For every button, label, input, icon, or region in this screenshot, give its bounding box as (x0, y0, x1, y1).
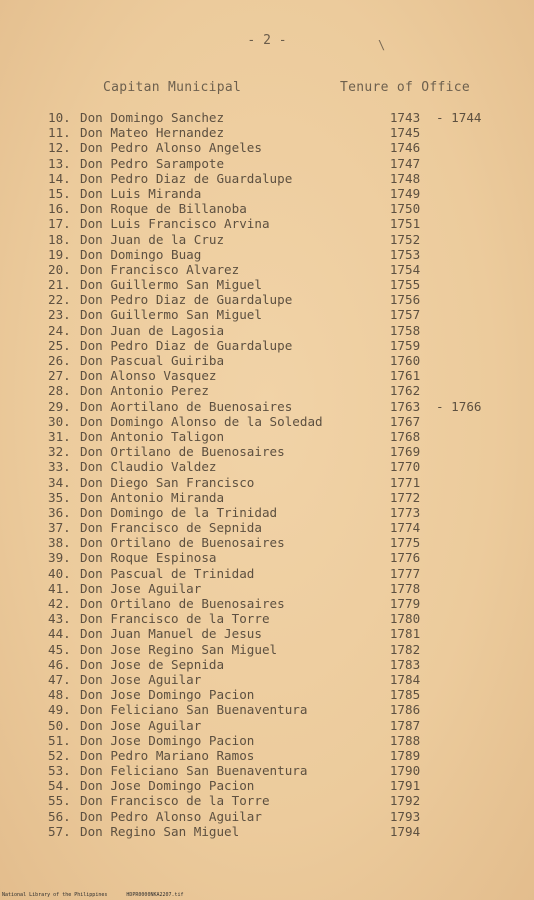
row-number: 29. (48, 398, 71, 414)
tenure-year: 1758 (389, 322, 421, 338)
row-number: 39. (48, 550, 71, 566)
list-item (0, 368, 534, 383)
tenure-year: 1747 (389, 155, 421, 171)
tenure-year: 1770 (389, 459, 421, 475)
list-item (0, 718, 534, 733)
tenure-year: 1790 (389, 763, 421, 779)
official-name: Don Aortilano de Buenosaires (80, 398, 293, 414)
tenure-year-end: - 1744 (436, 110, 482, 125)
tenure-year: 1750 (389, 201, 421, 217)
row-number: 55. (48, 793, 71, 809)
list-item (0, 459, 534, 474)
tenure-year: 1777 (389, 565, 421, 581)
official-name: Don Pedro Sarampote (80, 155, 225, 171)
list-item (0, 171, 534, 186)
official-name: Don Alonso Vasquez (80, 368, 217, 384)
tenure-year: 1778 (389, 580, 421, 596)
tenure-year: 1767 (389, 413, 421, 429)
row-number: 25. (48, 337, 71, 353)
row-number: 49. (48, 702, 71, 718)
official-name: Don Pedro Diaz de Guardalupe (80, 292, 293, 308)
tenure-year: 1746 (389, 140, 421, 156)
official-name: Don Ortilano de Buenosaires (80, 596, 285, 611)
list-item (0, 292, 534, 307)
official-name: Don Mateo Hernandez (80, 125, 225, 141)
tenure-year: 1776 (389, 550, 421, 566)
official-name: Don Francisco de la Torre (80, 611, 270, 627)
footer-library: National Library of the Philippines (2, 892, 108, 898)
list-item (0, 535, 534, 550)
official-name: Don Antonio Miranda (80, 489, 225, 505)
official-name: Don Jose Aguilar (80, 717, 202, 733)
row-number: 32. (48, 444, 71, 460)
list-item (0, 444, 534, 459)
row-number: 13. (48, 155, 71, 171)
list-item (0, 338, 534, 353)
tenure-year: 1761 (389, 368, 421, 384)
official-name: Don Pascual Guiriba (80, 353, 225, 368)
tenure-year: 1749 (389, 185, 421, 201)
row-number: 36. (48, 504, 71, 520)
list-item (0, 748, 534, 763)
tenure-year: 1760 (389, 353, 421, 368)
list-item (0, 307, 534, 322)
official-name: Don Pedro Diaz de Guardalupe (80, 170, 293, 186)
tenure-year: 1784 (389, 671, 421, 687)
tenure-year: 1752 (389, 231, 421, 247)
official-name: Don Roque de Billanoba (80, 201, 247, 217)
official-name: Don Luis Miranda (80, 185, 202, 201)
official-name: Don Jose de Sepnida (80, 656, 225, 672)
list-item (0, 611, 534, 626)
official-name: Don Claudio Valdez (80, 459, 217, 475)
list-item (0, 125, 534, 140)
official-name: Don Pedro Alonso Angeles (80, 140, 262, 156)
list-item (0, 809, 534, 824)
row-number: 18. (48, 231, 71, 247)
list-item (0, 657, 534, 672)
row-number: 12. (48, 140, 71, 156)
tenure-year: 1743 (389, 110, 421, 125)
tenure-year: 1786 (389, 702, 421, 718)
list-item (0, 763, 534, 778)
list-item (0, 596, 534, 611)
tenure-year: 1769 (389, 444, 421, 460)
tenure-year: 1794 (389, 823, 421, 839)
tenure-year: 1755 (389, 277, 421, 293)
row-number: 14. (48, 170, 71, 186)
footer-filename: HDPR0000NKA2207.tif (126, 892, 184, 898)
row-number: 53. (48, 763, 71, 779)
list-item (0, 383, 534, 398)
row-number: 44. (48, 626, 71, 642)
row-number: 47. (48, 671, 71, 687)
list-item (0, 277, 534, 292)
row-number: 15. (48, 185, 71, 201)
list-item (0, 156, 534, 171)
row-number: 33. (48, 459, 71, 475)
officials-list (0, 110, 534, 839)
tenure-year: 1782 (389, 641, 421, 657)
tenure-year: 1763 (389, 398, 421, 414)
list-item (0, 201, 534, 216)
tenure-year: 1774 (389, 520, 421, 536)
row-number: 43. (48, 611, 71, 627)
list-item (0, 262, 534, 277)
page-number: - 2 - (247, 33, 287, 48)
tenure-year: 1783 (389, 656, 421, 672)
tenure-year-end: - 1766 (436, 398, 482, 414)
list-item (0, 323, 534, 338)
list-item (0, 140, 534, 155)
official-name: Don Francisco de la Torre (80, 793, 270, 809)
row-number: 56. (48, 808, 71, 824)
row-number: 27. (48, 368, 71, 384)
row-number: 57. (48, 823, 71, 839)
row-number: 10. (48, 110, 71, 125)
tenure-year: 1785 (389, 687, 421, 703)
official-name: Don Guillermo San Miguel (80, 277, 262, 293)
tenure-year: 1789 (389, 747, 421, 763)
official-name: Don Pascual de Trinidad (80, 565, 255, 581)
tenure-year: 1788 (389, 732, 421, 748)
official-name: Don Jose Domingo Pacion (80, 687, 255, 703)
list-item (0, 642, 534, 657)
official-name: Don Guillermo San Miguel (80, 307, 262, 323)
list-item (0, 733, 534, 748)
tenure-year: 1787 (389, 717, 421, 733)
tenure-year: 1793 (389, 808, 421, 824)
list-item (0, 793, 534, 808)
row-number: 40. (48, 565, 71, 581)
official-name: Don Juan de la Cruz (80, 231, 225, 247)
list-item (0, 353, 534, 368)
list-item (0, 490, 534, 505)
official-name: Don Antonio Taligon (80, 428, 225, 444)
official-name: Don Juan de Lagosia (80, 322, 225, 338)
corner-mark: \ (378, 38, 386, 52)
scan-footer (2, 892, 200, 898)
tenure-year: 1775 (389, 535, 421, 551)
list-item (0, 216, 534, 231)
row-number: 48. (48, 687, 71, 703)
list-item (0, 186, 534, 201)
row-number: 35. (48, 489, 71, 505)
row-number: 34. (48, 474, 71, 490)
row-number: 28. (48, 383, 71, 399)
list-item (0, 232, 534, 247)
row-number: 17. (48, 216, 71, 232)
list-item (0, 702, 534, 717)
official-name: Don Jose Regino San Miguel (80, 641, 278, 657)
row-number: 22. (48, 292, 71, 308)
row-number: 38. (48, 535, 71, 551)
official-name: Don Feliciano San Buenaventura (80, 702, 308, 718)
row-number: 11. (48, 125, 71, 141)
row-number: 41. (48, 580, 71, 596)
row-number: 54. (48, 778, 71, 794)
tenure-year: 1772 (389, 489, 421, 505)
row-number: 19. (48, 246, 71, 262)
column-header-tenure: Tenure of Office (340, 80, 471, 95)
official-name: Don Domingo Alonso de la Soledad (80, 413, 323, 429)
row-number: 30. (48, 413, 71, 429)
column-header-capitan: Capitan Municipal (103, 80, 242, 95)
tenure-year: 1759 (389, 337, 421, 353)
row-number: 20. (48, 261, 71, 277)
row-number: 21. (48, 277, 71, 293)
official-name: Don Feliciano San Buenaventura (80, 763, 308, 779)
row-number: 51. (48, 732, 71, 748)
official-name: Don Ortilano de Buenosaires (80, 535, 285, 551)
row-number: 37. (48, 520, 71, 536)
list-item (0, 247, 534, 262)
tenure-year: 1753 (389, 246, 421, 262)
row-number: 46. (48, 656, 71, 672)
official-name: Don Pedro Mariano Ramos (80, 747, 255, 763)
official-name: Don Pedro Alonso Aguilar (80, 808, 262, 824)
row-number: 16. (48, 201, 71, 217)
official-name: Don Jose Domingo Pacion (80, 732, 255, 748)
list-item (0, 520, 534, 535)
list-item (0, 505, 534, 520)
list-item (0, 550, 534, 565)
tenure-year: 1768 (389, 428, 421, 444)
official-name: Don Antonio Perez (80, 383, 209, 399)
tenure-year: 1781 (389, 626, 421, 642)
official-name: Don Juan Manuel de Jesus (80, 626, 262, 642)
list-item (0, 672, 534, 687)
tenure-year: 1792 (389, 793, 421, 809)
official-name: Don Luis Francisco Arvina (80, 216, 270, 232)
official-name: Don Ortilano de Buenosaires (80, 444, 285, 460)
tenure-year: 1745 (389, 125, 421, 141)
tenure-year: 1779 (389, 596, 421, 611)
list-item (0, 566, 534, 581)
official-name: Don Domingo Sanchez (80, 110, 225, 125)
official-name: Don Regino San Miguel (80, 823, 240, 839)
tenure-year: 1751 (389, 216, 421, 232)
row-number: 26. (48, 353, 71, 368)
tenure-year: 1748 (389, 170, 421, 186)
list-item (0, 475, 534, 490)
tenure-year: 1756 (389, 292, 421, 308)
row-number: 42. (48, 596, 71, 611)
tenure-year: 1780 (389, 611, 421, 627)
tenure-year: 1773 (389, 504, 421, 520)
official-name: Don Francisco Alvarez (80, 261, 240, 277)
list-item (0, 399, 534, 414)
tenure-year: 1762 (389, 383, 421, 399)
list-item (0, 414, 534, 429)
official-name: Don Roque Espinosa (80, 550, 217, 566)
tenure-year: 1791 (389, 778, 421, 794)
row-number: 50. (48, 717, 71, 733)
list-item (0, 626, 534, 641)
official-name: Don Domingo de la Trinidad (80, 504, 278, 520)
official-name: Don Jose Domingo Pacion (80, 778, 255, 794)
official-name: Don Jose Aguilar (80, 580, 202, 596)
list-item (0, 687, 534, 702)
row-number: 45. (48, 641, 71, 657)
row-number: 24. (48, 322, 71, 338)
row-number: 23. (48, 307, 71, 323)
tenure-year: 1757 (389, 307, 421, 323)
list-item (0, 429, 534, 444)
list-item (0, 778, 534, 793)
official-name: Don Pedro Diaz de Guardalupe (80, 337, 293, 353)
official-name: Don Jose Aguilar (80, 671, 202, 687)
official-name: Don Diego San Francisco (80, 474, 255, 490)
list-item (0, 581, 534, 596)
row-number: 31. (48, 428, 71, 444)
official-name: Don Domingo Buag (80, 246, 202, 262)
official-name: Don Francisco de Sepnida (80, 520, 262, 536)
list-item (0, 110, 534, 125)
row-number: 52. (48, 747, 71, 763)
tenure-year: 1754 (389, 261, 421, 277)
tenure-year: 1771 (389, 474, 421, 490)
list-item (0, 824, 534, 839)
